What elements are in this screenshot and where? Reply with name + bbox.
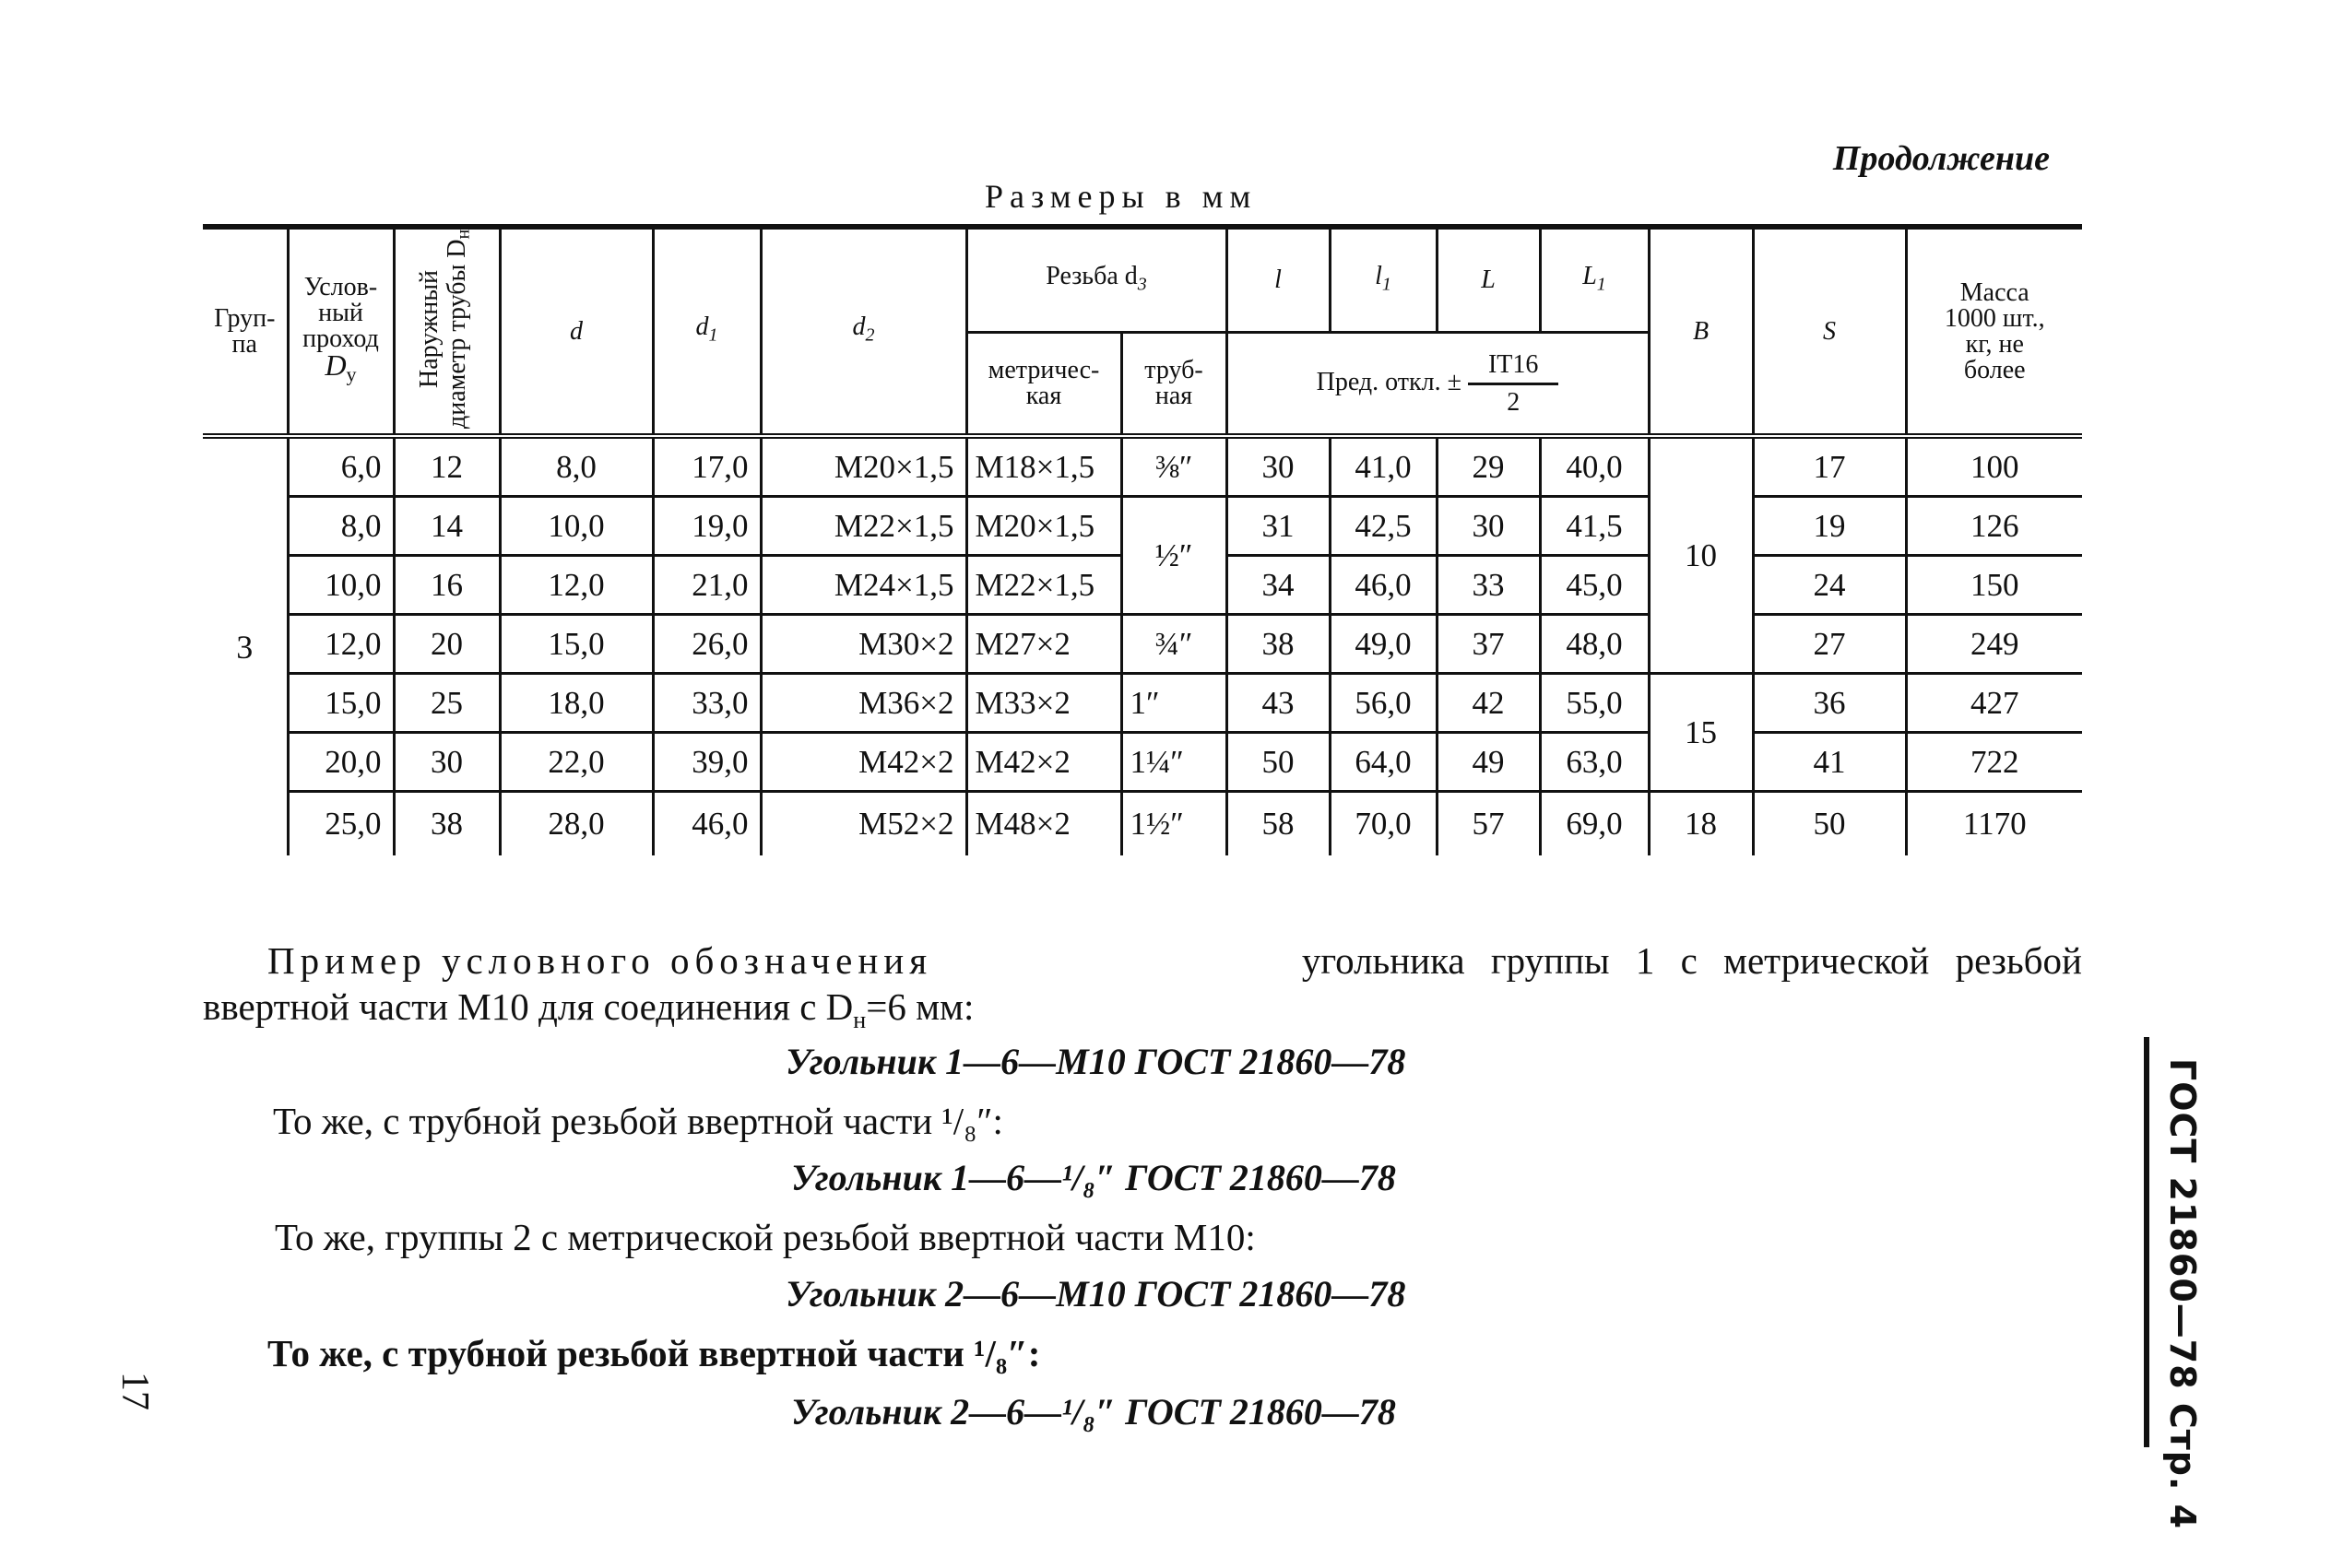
example-same-group-2: То же, группы 2 с метрической резьбой ввертной части M10: [275, 1216, 1256, 1258]
cell-l1: 56,0 [1330, 674, 1437, 733]
cell-mass: 150 [1906, 556, 2082, 615]
cell-d1: 39,0 [653, 733, 761, 792]
cell-metric: M48×2 [966, 792, 1121, 856]
table-row [203, 792, 2082, 856]
cell-L: 29 [1437, 436, 1540, 497]
header-L: L [1437, 230, 1540, 333]
cell-pipe: 1¼″ [1121, 733, 1226, 792]
cell-dy: 6,0 [288, 436, 394, 497]
cell-dy: 10,0 [288, 556, 394, 615]
cell-d1: 46,0 [653, 792, 761, 856]
cell-L: 42 [1437, 674, 1540, 733]
cell-dn: 30 [394, 733, 500, 792]
cell-d2: M36×2 [761, 674, 966, 733]
header-d1: $d_1$ [653, 230, 761, 433]
cell-B-merged: 10 [1649, 436, 1753, 674]
header-mass: Масса 1000 шт., кг, не более [1906, 230, 2082, 433]
cell-l: 30 [1226, 436, 1330, 497]
table-row [203, 674, 2082, 733]
cell-B-merged: 15 [1649, 674, 1753, 792]
cell-dn: 38 [394, 792, 500, 856]
cell-L: 33 [1437, 556, 1540, 615]
cell-S: 36 [1753, 674, 1906, 733]
cell-d1: 33,0 [653, 674, 761, 733]
cell-d2: M20×1,5 [761, 436, 966, 497]
cell-mass: 1170 [1906, 792, 2082, 856]
cell-S: 19 [1753, 497, 1906, 556]
cell-mass: 100 [1906, 436, 2082, 497]
cell-dy: 25,0 [288, 792, 394, 856]
header-d: d [500, 230, 653, 433]
cell-dn: 20 [394, 615, 500, 674]
designation-2: Угольник 1—6—¹/₈″ ГОСТ 21860—78 [791, 1157, 1396, 1198]
dimensions-table [203, 230, 2082, 855]
cell-dn: 16 [394, 556, 500, 615]
header-thread: Резьба $d_3$ [966, 230, 1226, 333]
cell-d: 12,0 [500, 556, 653, 615]
dimensions-table-wrapper [203, 224, 2082, 855]
cell-metric: M42×2 [966, 733, 1121, 792]
header-group: Груп- па [214, 303, 276, 359]
header-l1: $l_1$ [1330, 230, 1437, 333]
cell-d: 8,0 [500, 436, 653, 497]
cell-L1: 63,0 [1540, 733, 1649, 792]
table-row [203, 436, 2082, 497]
cell-mass: 249 [1906, 615, 2082, 674]
cell-L: 57 [1437, 792, 1540, 856]
cell-d1: 19,0 [653, 497, 761, 556]
cell-L1: 45,0 [1540, 556, 1649, 615]
cell-metric: M18×1,5 [966, 436, 1121, 497]
cell-S: 17 [1753, 436, 1906, 497]
cell-l: 43 [1226, 674, 1330, 733]
table-row [203, 615, 2082, 674]
cell-d: 22,0 [500, 733, 653, 792]
header-nominal-bore: Услов- ный проход $D_у$ [288, 230, 394, 433]
header-tolerance: Пред. откл. ± $\frac{IT16}{2}$ [1226, 333, 1649, 434]
cell-L1: 40,0 [1540, 436, 1649, 497]
header-outer-diameter: Наружный диаметр трубы $D_н$ [394, 230, 500, 433]
cell-d2: M24×1,5 [761, 556, 966, 615]
cell-d: 15,0 [500, 615, 653, 674]
example-intro-line2: ввертной части M10 для соединения с $D_н=6$ мм: [203, 985, 975, 1034]
cell-metric: M22×1,5 [966, 556, 1121, 615]
header-d2: $d_2$ [761, 230, 966, 433]
cell-d1: 26,0 [653, 615, 761, 674]
cell-l1: 46,0 [1330, 556, 1437, 615]
group-cell: 3 [236, 629, 254, 666]
cell-B: 18 [1649, 792, 1753, 856]
cell-L1: 48,0 [1540, 615, 1649, 674]
cell-d2: M30×2 [761, 615, 966, 674]
sidebar-standard-label: ГОСТ 21860—78 Стр. 4 [2162, 1058, 2203, 1530]
cell-dy: 8,0 [288, 497, 394, 556]
cell-mass: 126 [1906, 497, 2082, 556]
cell-L1: 69,0 [1540, 792, 1649, 856]
cell-L1: 41,5 [1540, 497, 1649, 556]
header-L1: $L_1$ [1540, 230, 1649, 333]
cell-dy: 12,0 [288, 615, 394, 674]
cell-l1: 41,0 [1330, 436, 1437, 497]
table-row [203, 733, 2082, 792]
cell-d: 28,0 [500, 792, 653, 856]
designation-1: Угольник 1—6—M10 ГОСТ 21860—78 [786, 1041, 1406, 1082]
cell-d2: M52×2 [761, 792, 966, 856]
cell-l: 58 [1226, 792, 1330, 856]
cell-l: 38 [1226, 615, 1330, 674]
cell-mass: 722 [1906, 733, 2082, 792]
cell-l: 34 [1226, 556, 1330, 615]
cell-l: 50 [1226, 733, 1330, 792]
cell-pipe-merged: ½″ [1121, 497, 1226, 615]
cell-L: 37 [1437, 615, 1540, 674]
example-intro-line1: Пример условного обозначения угольника группы 1 с метрической резьбой [267, 939, 2082, 982]
cell-d2: M42×2 [761, 733, 966, 792]
cell-d: 10,0 [500, 497, 653, 556]
cell-L1: 55,0 [1540, 674, 1649, 733]
cell-dn: 12 [394, 436, 500, 497]
cell-pipe: ¾″ [1121, 615, 1226, 674]
example-same-pipe-2: То же, с трубной резьбой ввертной части ¹/₈″: [267, 1332, 1041, 1374]
cell-l1: 49,0 [1330, 615, 1437, 674]
cell-dn: 25 [394, 674, 500, 733]
header-B: B [1649, 230, 1753, 433]
table-row [203, 497, 2082, 556]
sidebar-rule [2144, 1037, 2149, 1447]
header-thread-pipe: труб- ная [1121, 333, 1226, 434]
cell-L: 30 [1437, 497, 1540, 556]
cell-metric: M27×2 [966, 615, 1121, 674]
cell-mass: 427 [1906, 674, 2082, 733]
header-l: l [1226, 230, 1330, 333]
page-number: 17 [113, 1372, 156, 1410]
cell-d1: 17,0 [653, 436, 761, 497]
example-same-pipe-1: То же, с трубной резьбой ввертной части ¹/₈″: [273, 1100, 1003, 1142]
cell-d1: 21,0 [653, 556, 761, 615]
header-thread-metric: метричес- кая [966, 333, 1121, 434]
cell-S: 24 [1753, 556, 1906, 615]
cell-l1: 64,0 [1330, 733, 1437, 792]
designation-4: Угольник 2—6—¹/₈″ ГОСТ 21860—78 [791, 1391, 1396, 1432]
units-caption: Размеры в мм [985, 178, 1258, 215]
cell-pipe: 1″ [1121, 674, 1226, 733]
designation-3: Угольник 2—6—M10 ГОСТ 21860—78 [786, 1273, 1406, 1315]
cell-dy: 20,0 [288, 733, 394, 792]
header-S: S [1753, 230, 1906, 433]
cell-S: 50 [1753, 792, 1906, 856]
cell-L: 49 [1437, 733, 1540, 792]
cell-d2: M22×1,5 [761, 497, 966, 556]
cell-metric: M20×1,5 [966, 497, 1121, 556]
cell-S: 27 [1753, 615, 1906, 674]
cell-l1: 42,5 [1330, 497, 1437, 556]
cell-pipe: ⅜″ [1121, 436, 1226, 497]
cell-l1: 70,0 [1330, 792, 1437, 856]
cell-d: 18,0 [500, 674, 653, 733]
continuation-label: Продолжение [1832, 139, 2050, 178]
cell-S: 41 [1753, 733, 1906, 792]
cell-dy: 15,0 [288, 674, 394, 733]
cell-l: 31 [1226, 497, 1330, 556]
cell-pipe: 1½″ [1121, 792, 1226, 856]
cell-dn: 14 [394, 497, 500, 556]
cell-metric: M33×2 [966, 674, 1121, 733]
